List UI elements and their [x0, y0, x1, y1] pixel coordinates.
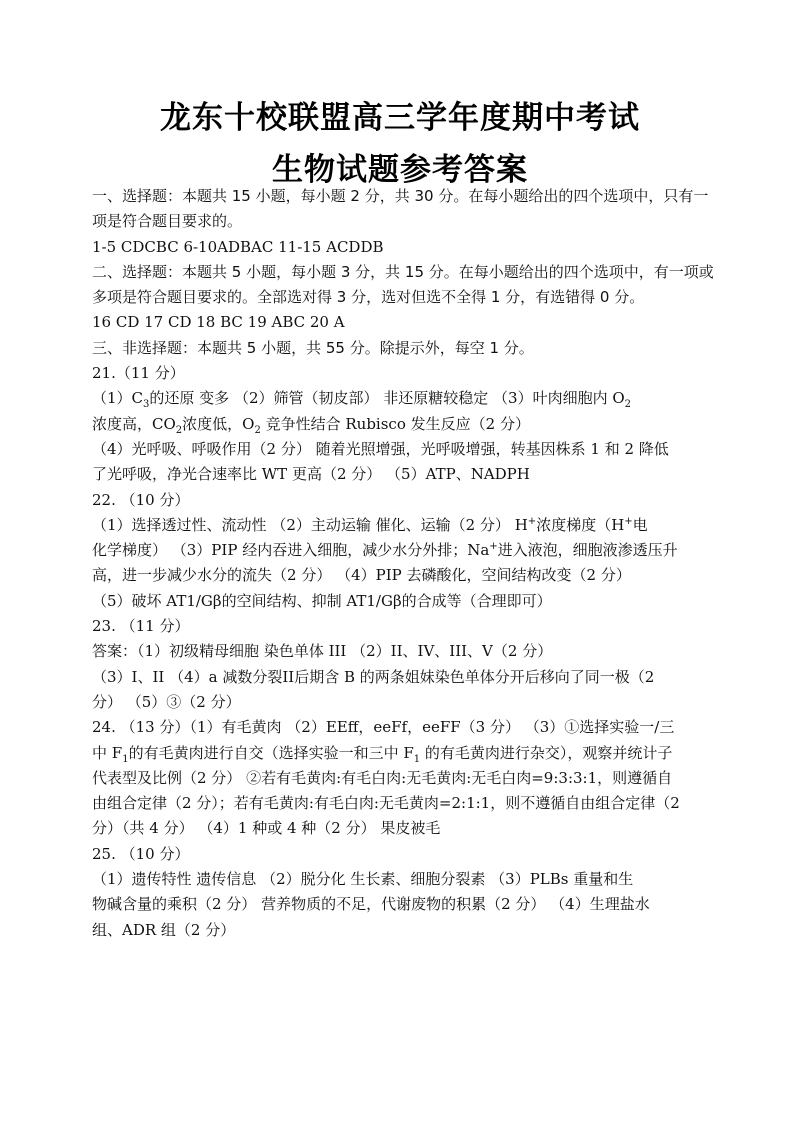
- q24-line3: 代表型及比例（2 分） ②若有毛黄肉:有毛白肉:无毛黄肉:无毛白肉=9:3:3:1，则遵循自: [92, 768, 673, 787]
- section1-heading: 一、选择题：本题共 15 小题，每小题 2 分，共 30 分。在每小题给出的四个选项中，只有一: [92, 187, 709, 205]
- q22-line3: 高，进一步减少水分的流失（2 分） （4）PIP 去磷酸化，空间结构改变（2 分）: [92, 566, 631, 585]
- q23-line3: 分） （5）③（2 分）: [92, 692, 241, 711]
- q25-line2: 物碱含量的乘积（2 分） 营养物质的不足，代谢废物的积累（2 分） （4）生理盐水: [92, 895, 650, 914]
- answer-content: [92, 184, 716, 943]
- q22-label: 22. （10 分）: [92, 490, 190, 509]
- q21-line3: （4）光呼吸、呼吸作用（2 分） 随着光照增强，光呼吸增强，转基因株系 1 和 2 降低: [92, 439, 669, 458]
- page-title: 龙东十校联盟高三学年度期中考试: [160, 100, 640, 136]
- q23-label: 23. （11 分）: [92, 617, 190, 636]
- q21-line2: 浓度高，$CO_2$浓度低，$O_2$ 竞争性结合 Rubisco 发生反应（2 分）: [92, 414, 530, 436]
- page-subtitle: 生物试题参考答案: [272, 152, 528, 188]
- section2-heading-cont: 多项是符合题目要求的。全部选对得 3 分，选对但选不全得 1 分，有选错得 0 分。: [92, 288, 645, 307]
- q22-line1: （1）选择透过性、流动性 （2）主动运输 催化、运输（2 分） H+浓度梯度（H+电: [92, 515, 648, 534]
- q24-line5: 分）（共 4 分） （4）1 种或 4 种（2 分） 果皮被毛: [92, 819, 441, 838]
- q24-line2: 中 $F_1$的有毛黄肉进行自交（选择实验一和三中 $F_1$ 的有毛黄肉进行杂交），观察并统计子: [92, 743, 673, 765]
- section2-answers: 16 CD 17 CD 18 BC 19 ABC 20 A: [92, 313, 345, 332]
- q23-line2: （3）I、II （4）a 减数分裂II后期含 B 的两条姐妹染色单体分开后移向了同一极（2: [92, 667, 655, 686]
- q25-line3: 组、ADR 组（2 分）: [92, 920, 236, 939]
- section1-heading-cont: 项是符合题目要求的。: [92, 212, 243, 231]
- section1-answers: 1-5 CDCBC 6-10ADBAC 11-15 ACDDB: [92, 237, 384, 256]
- q21-line4: 了光呼吸，净光合速率比 WT 更高（2 分） （5）ATP、NADPH: [92, 465, 530, 484]
- q25-line1: （1）遗传特性 遗传信息 （2）脱分化 生长素、细胞分裂素 （3）PLBs 重量和生: [92, 870, 634, 889]
- q25-label: 25. （10 分）: [92, 844, 190, 863]
- q23-line1: 答案：（1）初级精母细胞 染色单体 III （2）II、IV、III、V（2 分）: [92, 642, 553, 661]
- section3-heading: 三、非选择题：本题共 5 小题，共 55 分。除提示外，每空 1 分。: [92, 338, 534, 357]
- q22-line4: （5）破坏 AT1/Gβ的空间结构、抑制 AT1/Gβ的合成等（合理即可）: [92, 591, 552, 610]
- q21-label: 21.（11 分）: [92, 364, 185, 383]
- q21-line1: $(1)C_3$的还原 变多 （2）筛管（韧皮部） 非还原糖较稳定 （3）叶肉细胞内 $O_2$: [92, 389, 632, 411]
- q24-line4: 由组合定律（2 分）；若有毛黄肉:有毛白肉:无毛黄肉=2:1:1，则不遵循自由组合定律（2: [92, 794, 680, 813]
- section2-heading: 二、选择题：本题共 5 小题，每小题 3 分，共 15 分。在每小题给出的四个选项中，有一项或: [92, 262, 714, 281]
- q22-line2: 化学梯度） （3）PIP 经内吞进入细胞，减少水分外排；Na+进入液泡，细胞液渗透压升: [92, 541, 678, 560]
- q24-line1: 24. （13 分）（1）有毛黄肉 （2）EEff，eeFf，eeFF（3 分） （3）①选择实验一/三: [92, 718, 675, 737]
